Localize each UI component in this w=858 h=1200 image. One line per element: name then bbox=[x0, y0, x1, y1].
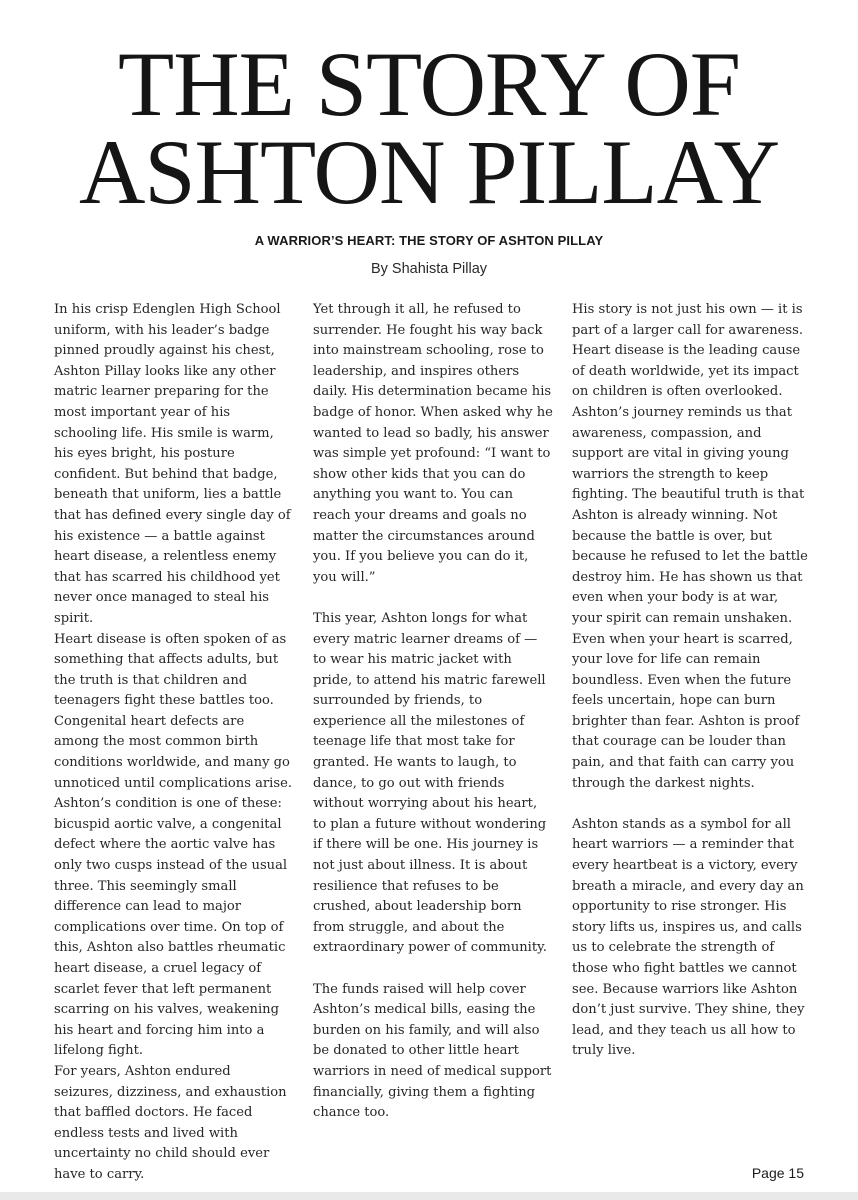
article-subtitle: A WARRIOR’S HEART: THE STORY OF ASHTON PILLAY bbox=[254, 233, 604, 248]
title-line-1: THE STORY OF bbox=[118, 33, 740, 135]
page-number: Page 15 bbox=[751, 1165, 804, 1181]
text-column-1 bbox=[54, 300, 292, 1186]
paragraph: Heart disease is often spoken of as something that affects adults, but the truth is that children and teenagers fight these battles too. Congenital heart defects are among the most common birth conditions worldwide, and many go unnoticed until complications arise. Ashton’s condition is one of these: bicuspid aortic valve, a congenital defect where the aortic valve has only two cusps instead of the usual three. This seemingly small difference can lead to major complications over time. On top of this, Ashton also battles rheumatic heart disease, a cruel legacy of scarlet fever that left permanent scarring on his valves, weakening his heart and forcing him into a lifelong fight. bbox=[54, 631, 292, 1059]
text-column-2 bbox=[313, 300, 553, 1124]
paragraph: This year, Ashton longs for what every matric learner dreams of — to wear his matric jacket with pride, to attend his matric farewell surrounded by friends, to experience all the milestones of teenage life that most take for granted. He wants to laugh, to dance, to go out with friends without worrying about his heart, to plan a future without wondering if there will be one. His journey is not just about illness. It is about resilience that refuses to be crushed, about leadership born from struggle, and about the extraordinary power of community. bbox=[313, 610, 547, 956]
paragraph: In his crisp Edenglen High School uniform, with his leader’s badge pinned proudly against his chest, Ashton Pillay looks like any other matric learner preparing for the most important year of his schooling life. His smile is warm, his eyes bright, his posture confident. But behind that badge, beneath that uniform, lies a battle that has defined every single day of his existence — a battle against heart disease, a relentless enemy that has scarred his childhood yet never once managed to steal his spirit. bbox=[54, 302, 291, 626]
article-title bbox=[0, 33, 858, 223]
paragraph: His story is not just his own — it is part of a larger call for awareness. Heart disease is the leading cause of death worldwide, yet its impact on children is often overlooked. Ashton’s journey reminds us that awareness, compassion, and support are vital in giving young warriors the strength to keep fighting. The beautiful truth is that Ashton is already winning. Not because the battle is over, but because he refused to let the battle destroy him. He has shown us that even when your body is at war, your spirit can remain unshaken. Even when your heart is scarred, your love for life can remain boundless. Even when the future feels uncertain, hope can burn brighter than fear. Ashton is proof that courage can be louder than pain, and that faith can carry you through the darkest nights. bbox=[572, 302, 808, 791]
paragraph: Yet through it all, he refused to surrender. He fought his way back into mainstream schooling, rose to leadership, and inspires others daily. His determination became his badge of honor. When asked why he wanted to lead so badly, his answer was simple yet profound: “I want to show other kids that you can do anything you want to. You can reach your dreams and goals no matter the circumstances around you. If you believe you can do it, you will.” bbox=[313, 302, 553, 585]
text-column-3 bbox=[572, 300, 808, 1062]
article-byline: By Shahista Pillay bbox=[370, 261, 488, 277]
title-line-2: ASHTON PILLAY bbox=[78, 121, 780, 223]
paragraph: The funds raised will help cover Ashton’s medical bills, easing the burden on his family, and will also be donated to other little heart warriors in need of medical support financially, giving them a fighting chance too. bbox=[313, 981, 552, 1121]
paragraph: Ashton stands as a symbol for all heart warriors — a reminder that every heartbeat is a victory, every breath a miracle, and every day an opportunity to rise stronger. His story lifts us, inspires us, and calls us to celebrate the strength of those who fight battles we cannot see. Because warriors like Ashton don’t just survive. They shine, they lead, and they teach us all how to truly live. bbox=[572, 816, 805, 1059]
paragraph: For years, Ashton endured seizures, dizziness, and exhaustion that baffled doctors. He faced endless tests and lived with uncertainty no child should ever have to carry. bbox=[54, 1063, 287, 1182]
